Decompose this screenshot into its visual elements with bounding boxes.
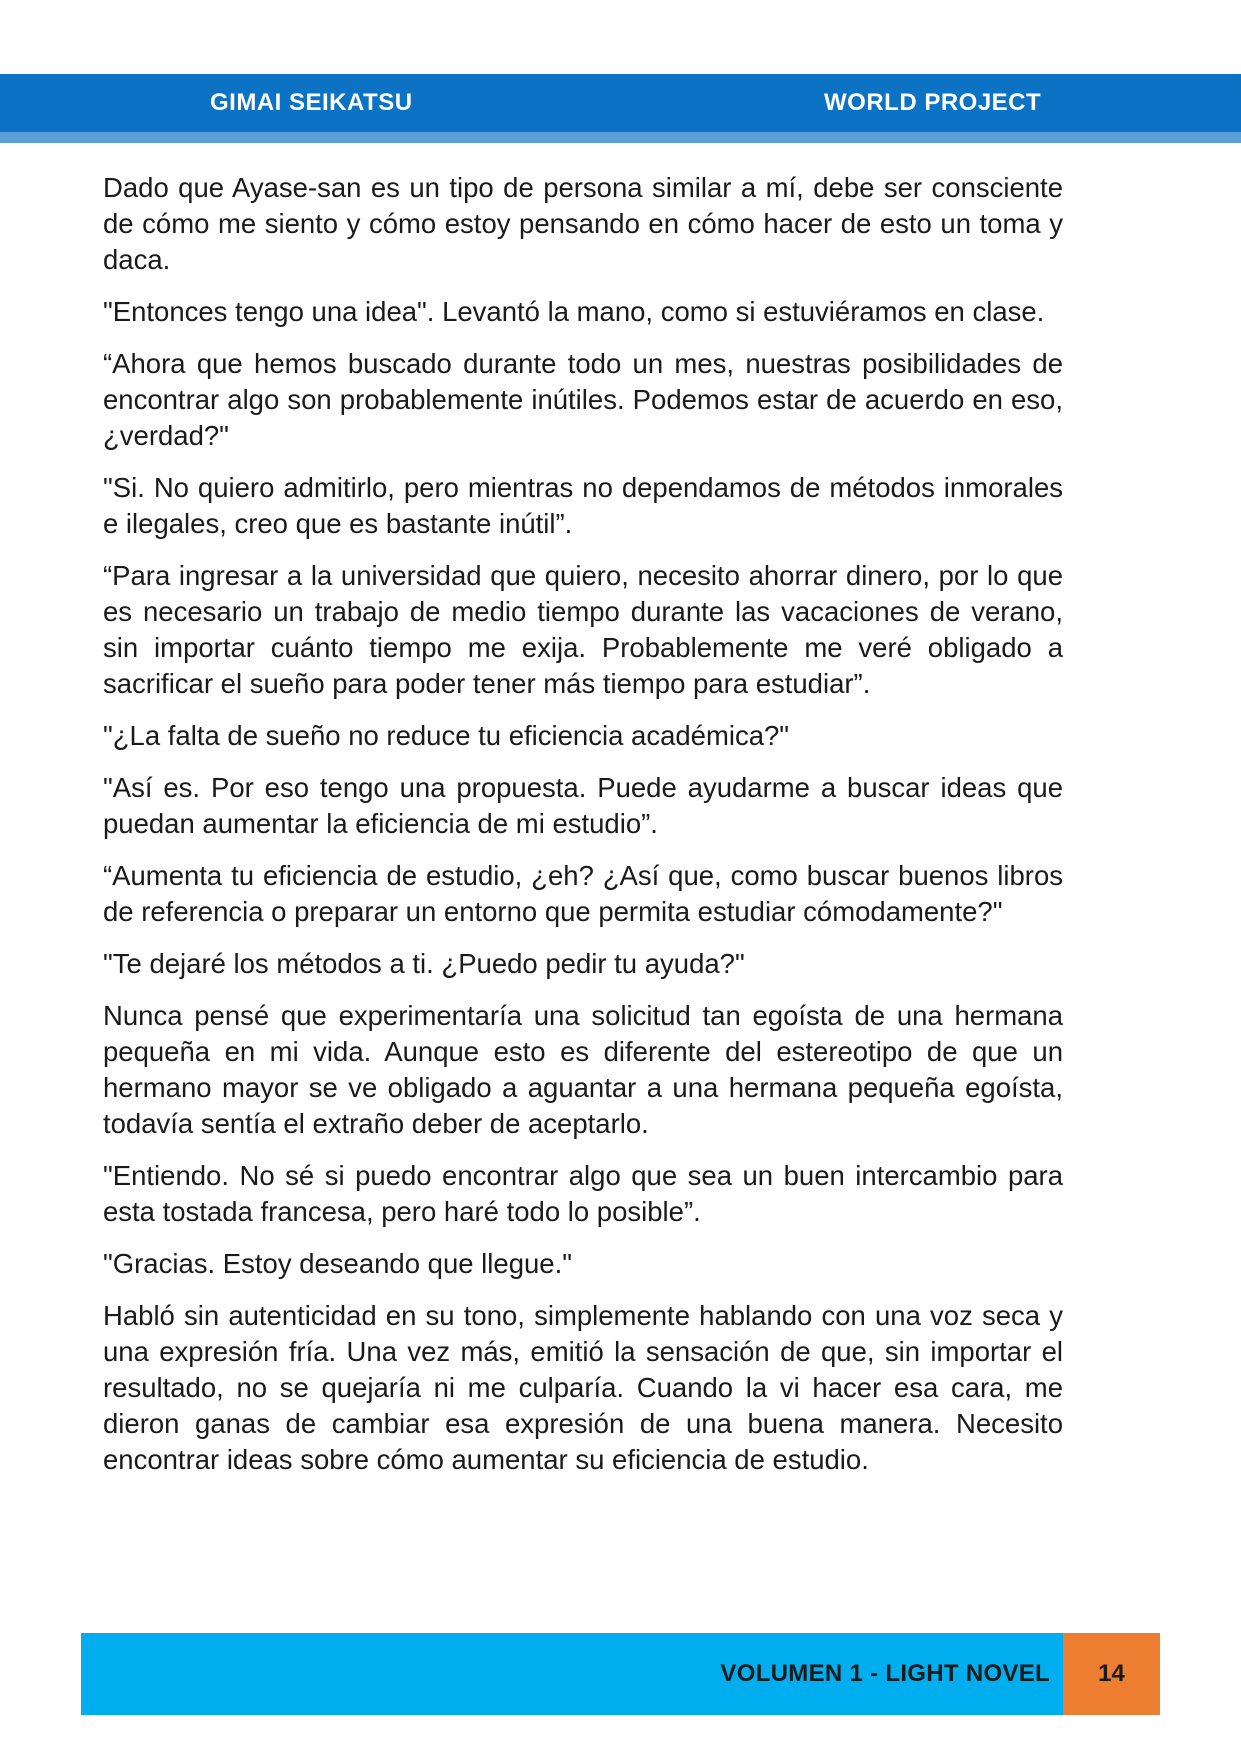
paragraph: Dado que Ayase-san es un tipo de persona similar a mí, debe ser consciente de cómo me siento y cómo estoy pensando en cómo hacer de esto un toma y daca. [103,172,1063,275]
paragraph: Nunca pensé que experimentaría una solicitud tan egoísta de una hermana pequeña en mi vida. Aunque esto es diferente del estereotipo de que un hermano mayor se ve obligado a aguantar a una hermana pequeña egoísta, todavía sentía el extraño deber de aceptarlo. [103,1000,1063,1139]
paragraph: "Si. No quiero admitirlo, pero mientras no dependamos de métodos inmorales e ilegales, creo que es bastante inútil”. [103,472,1063,539]
paragraph: "Entiendo. No sé si puedo encontrar algo que sea un buen intercambio para esta tostada francesa, pero haré todo lo posible”. [103,1160,1063,1227]
page-body [103,170,1063,1494]
page-number: 14 [1098,1660,1125,1687]
footer-volume-label: VOLUMEN 1 - LIGHT NOVEL [720,1660,1050,1687]
paragraph: "¿La falta de sueño no reduce tu eficiencia académica?" [103,720,790,751]
paragraph: "Gracias. Estoy deseando que llegue." [103,1248,572,1279]
header-series-title: GIMAI SEIKATSU [210,89,413,116]
paragraph: “Aumenta tu eficiencia de estudio, ¿eh? ¿Así que, como buscar buenos libros de referencia o preparar un entorno que permita estudiar cómodamente?" [103,860,1063,927]
paragraph: "Te dejaré los métodos a ti. ¿Puedo pedir tu ayuda?" [103,948,745,979]
header-group-title: WORLD PROJECT [824,89,1042,116]
header-band [0,74,1241,132]
paragraph: "Así es. Por eso tengo una propuesta. Puede ayudarme a buscar ideas que puedan aumentar la eficiencia de mi estudio”. [103,772,1063,839]
paragraph: Habló sin autenticidad en su tono, simplemente hablando con una voz seca y una expresión fría. Una vez más, emitió la sensación de que, sin importar el resultado, no se quejaría ni me culparía. Cuando la vi hacer esa cara, me dieron ganas de cambiar esa expresión de una buena manera. Necesito encontrar ideas sobre cómo aumentar su eficiencia de estudio. [103,1300,1063,1475]
header-stripe [0,132,1241,143]
paragraph: “Ahora que hemos buscado durante todo un mes, nuestras posibilidades de encontrar algo son probablemente inútiles. Podemos estar de acuerdo en eso, ¿verdad?" [103,348,1063,451]
paragraph: "Entonces tengo una idea". Levantó la mano, como si estuviéramos en clase. [103,296,1045,327]
paragraph: “Para ingresar a la universidad que quiero, necesito ahorrar dinero, por lo que es necesario un trabajo de medio tiempo durante las vacaciones de verano, sin importar cuánto tiempo me exija. Probablemente me veré obligado a sacrificar el sueño para poder tener más tiempo para estudiar”. [103,560,1063,699]
